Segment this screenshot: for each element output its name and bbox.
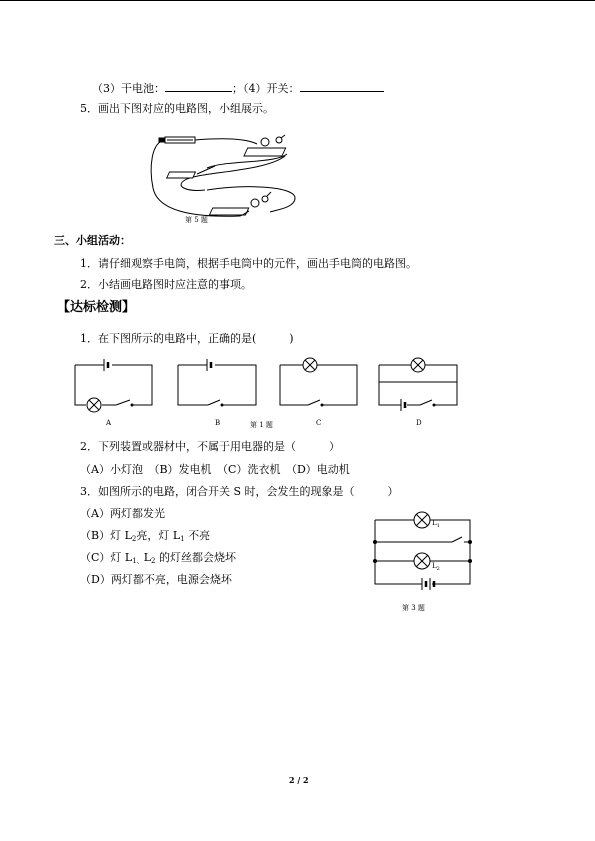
activity-1: 1．请仔细观察手电筒，根据手电筒中的元件，画出手电筒的电路图。 — [80, 257, 417, 270]
q4-label: ；（4）开关： — [232, 82, 300, 95]
switch-icon — [308, 400, 320, 405]
q3-label: （3）干电池： — [92, 82, 165, 95]
question-1: 1．在下图所示的电路中，正确的是( ) — [80, 332, 294, 345]
section-3-title: 三、小组活动： — [54, 234, 131, 247]
figure-5-caption: 第 5 题 — [185, 216, 208, 224]
question-2-options: （A）小灯泡 （B）发电机 （C）洗衣机 （D）电动机 — [80, 463, 350, 476]
question-1-caption: 第 1 题 — [250, 421, 273, 429]
page-number: 2 / 2 — [289, 775, 309, 785]
question-3: 3．如图所示的电路，闭合开关 S 时，会发生的现象是（ ） — [80, 485, 399, 498]
question-3-circuit — [370, 512, 480, 617]
lamp-icon — [87, 398, 101, 412]
q3-option-b: （B）灯 $L_2$亮，灯 $L_1$ 不亮 — [80, 529, 211, 543]
switch-icon — [208, 400, 220, 405]
option-a-label: A — [106, 419, 112, 427]
circuit-a — [75, 359, 152, 412]
option-d-label: D — [416, 419, 422, 427]
lamp-l2-label: $L_2$ — [432, 562, 440, 572]
q3-option-c: （C）灯 $L_{1、}L_2$ 的灯丝都会烧坏 — [80, 551, 236, 565]
circuit-c — [280, 358, 357, 406]
q3-blank — [165, 80, 232, 92]
lamp-l1-label: $L_1$ — [432, 519, 440, 529]
circuit-b — [178, 359, 256, 406]
lamp-icon — [303, 358, 317, 372]
question-3-caption: 第 3 题 — [402, 604, 425, 612]
q4-blank — [300, 80, 384, 92]
q3-option-a: （A）两灯都发光 — [80, 507, 165, 520]
question-1-circuits — [70, 355, 470, 430]
figure-5-physical-circuit — [145, 128, 305, 228]
assessment-title: 【达标检测】 — [57, 300, 136, 315]
item-5: 5．画出下图对应的电路图，小组展示。 — [80, 102, 274, 115]
circuit-d — [379, 358, 457, 411]
lamp-icon — [411, 358, 425, 372]
switch-icon — [420, 400, 432, 405]
option-b-label: B — [215, 419, 221, 427]
q3-q4-line — [92, 80, 384, 96]
top-rule — [0, 0, 595, 1]
question-2: 2．下列装置或器材中，不属于用电器的是（ ） — [80, 440, 340, 453]
option-c-label: C — [316, 419, 322, 427]
switch-icon — [116, 400, 130, 405]
activity-2: 2．小结画电路图时应注意的事项。 — [80, 278, 252, 291]
q3-option-d: （D）两灯都不亮，电源会烧坏 — [80, 573, 232, 586]
